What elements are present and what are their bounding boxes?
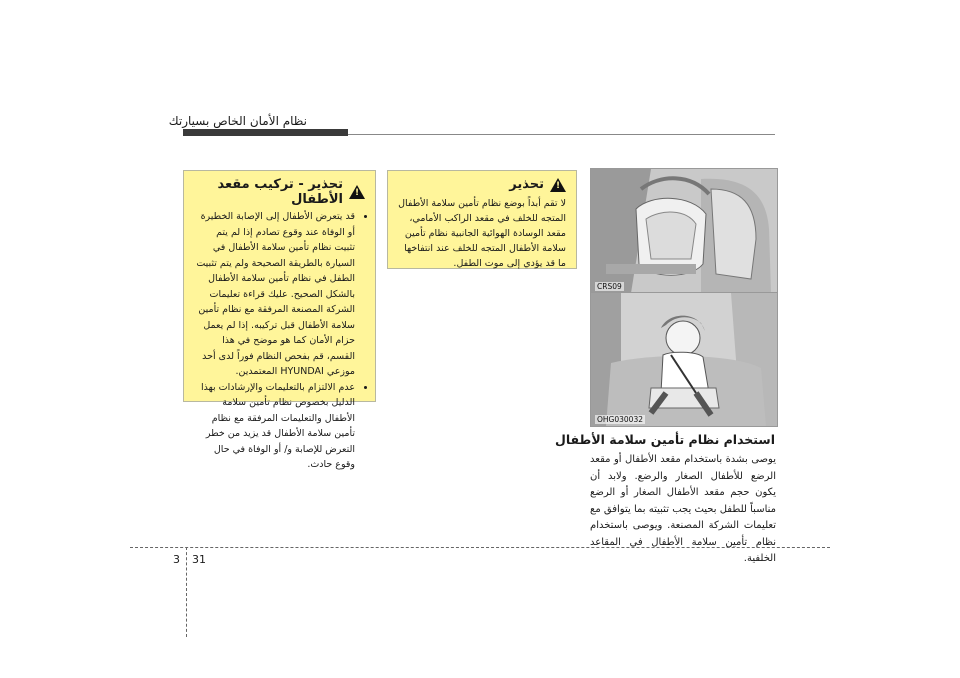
- footer-rule: [130, 547, 830, 548]
- header-section-title: نظام الأمان الخاص بسيارتك: [168, 114, 307, 128]
- warning-box-child-seat-installation: [183, 170, 376, 470]
- page-number: 31: [192, 553, 206, 566]
- warning-title: [194, 177, 365, 207]
- rear-facing-seat-illustration: [591, 169, 777, 293]
- chapter-number: 3: [173, 553, 180, 566]
- figure-code: CRS09: [597, 282, 622, 291]
- header-rule: [348, 134, 775, 135]
- warning-title-text: تحذير: [509, 177, 544, 192]
- warning-title: [398, 177, 566, 192]
- warning-bullet: • قد يتعرض الأطفال إلى الإصابة الخطيرة أو الوفاة عند وقوع تصادم إذا لم يتم تثبيت نظام تأمين سلامة الأطفال في السيارة بالطريقة الصحيحة ولم يتم تثبيت الطفل في نظام تأمين سلامة الأطفال بالشكل الصحيح. عليك قراءة تعليمات الشركة المصنعة المرفقة مع نظام تأمين سلامة الأطفال قبل تركيبه. إذا لم يعمل حزام الأمان كما هو موضح في هذا القسم، قم بفحص النظام فوراً لدى أحد موزعي HYUNDAI المعتمدين.: [194, 209, 355, 380]
- warning-title-text: تحذير - تركيب مقعد الأطفال: [217, 177, 343, 207]
- warning-body: لا تقم أبداً بوضع نظام تأمين سلامة الأطفال المتجه للخلف في مقعد الراكب الأمامي، مقعد الوسادة الهوائية الجانبية نظام تأمين سلامة الأطفال المتجه للخلف عند انتفاخها ما قد يؤدي إلى موت الطفل.: [398, 198, 566, 269]
- warning-triangle-icon: !: [550, 178, 566, 192]
- figure-rear-facing-seat: [590, 168, 778, 294]
- section-body-text: يوصى بشدة باستخدام مقعد الأطفال أو مقعد الرضع للأطفال الصغار والرضع. ولابد أن يكون حجم مقعد الأطفال الصغار أو الرضع مناسباً للطفل بحيث يجب تثبيته بما يتوافق مع تعليمات الشركة المصنعة. ويوصى باستخدام نظام تأمين سلامة الأطفال في المقاعد الخلفية.: [590, 454, 776, 564]
- header-bar: [183, 129, 348, 136]
- warning-bullet: • عدم الالتزام بالتعليمات والإرشادات بهذا الدليل بخصوص نظام تأمين سلامة الأطفال والتعليمات المرفقة مع نظام تأمين سلامة الأطفال قد يزيد من خطر التعرض للإصابة و/ أو الوفاة في حال وقوع حادث.: [194, 380, 355, 473]
- footer-vertical-rule: [186, 547, 187, 637]
- figure-code: OHG030032: [597, 415, 643, 424]
- forward-facing-seat-illustration: [591, 293, 777, 426]
- warning-bullet-list: [194, 209, 365, 473]
- warning-triangle-icon: !: [349, 185, 365, 199]
- figure-forward-facing-seat: [590, 292, 778, 427]
- section-heading: استخدام نظام تأمين سلامة الأطفال: [555, 432, 775, 447]
- warning-box-rear-facing: [387, 170, 577, 269]
